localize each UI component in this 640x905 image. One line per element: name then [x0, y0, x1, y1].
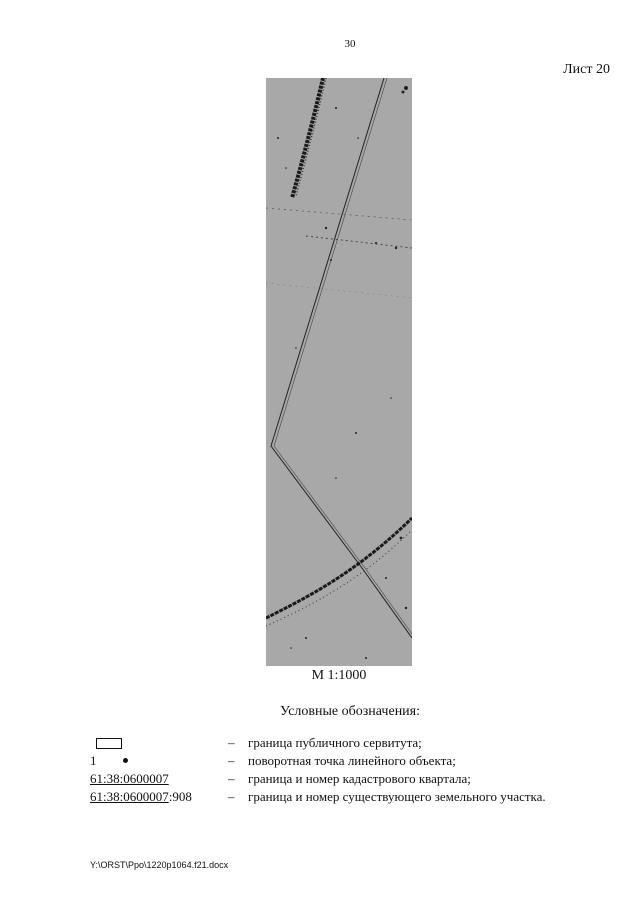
point-dot-icon — [123, 758, 128, 763]
legend-item-land-plot — [90, 789, 630, 807]
legend-item-turning-point — [90, 753, 630, 771]
legend-dash: – — [228, 753, 235, 768]
legend-description: граница и номер существующего земельного участка. — [248, 789, 546, 804]
legend-symbol-point — [90, 753, 97, 769]
cadastral-quarter-number: 61:38:0600007 — [90, 771, 169, 786]
map-scale: М 1:1000 — [311, 668, 367, 683]
legend-description: поворотная точка линейного объекта; — [248, 753, 456, 768]
map-svg — [266, 78, 412, 666]
rectangle-icon — [96, 738, 122, 749]
legend-symbol-text — [90, 771, 169, 787]
footer-file-path: Y:\ORST\Ppo\1220p1064.f21.docx — [90, 860, 229, 870]
legend-dash: – — [228, 735, 235, 750]
legend-title: Условные обозначения: — [279, 704, 421, 719]
land-plot-suffix: :908 — [168, 789, 192, 804]
legend-point-label: 1 — [90, 753, 97, 768]
legend-description: граница и номер кадастрового квартала; — [248, 771, 471, 786]
legend-description: граница публичного сервитута; — [248, 735, 422, 750]
legend-item-cadastral-quarter — [90, 771, 630, 789]
legend-dash: – — [228, 771, 235, 786]
legend-symbol-text — [90, 789, 192, 805]
legend-dash: – — [228, 789, 235, 804]
map-image — [266, 78, 412, 666]
sheet-label: Лист 20 — [563, 62, 610, 77]
legend-item-servitude — [90, 735, 630, 753]
page-number: 30 — [344, 38, 356, 50]
land-plot-quarter-number: 61:38:0600007 — [90, 789, 169, 804]
